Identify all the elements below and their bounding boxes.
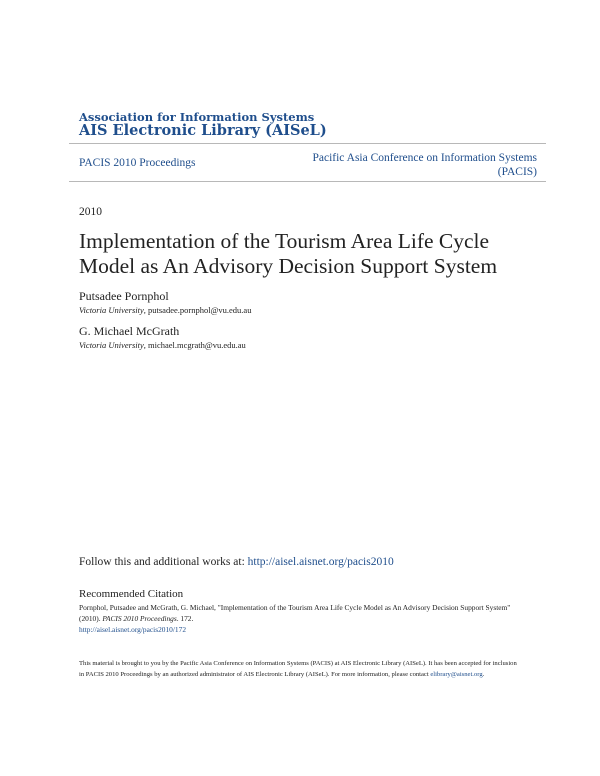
footer-notice <box>79 658 519 680</box>
citation-journal: PACIS 2010 Proceedings <box>102 614 177 623</box>
association-name: Association for Information Systems <box>79 110 315 124</box>
author-institution: Victoria University <box>79 305 144 315</box>
citation-link[interactable]: http://aisel.aisnet.org/pacis2010/172 <box>79 625 187 634</box>
footer-text: This material is brought to you by the Pacific Asia Conference on Information Systems (PACIS) at AIS Electronic Library (AISeL). It has been accepted for inclusion in PACIS 2010 Proceedings by an authorized administrator of AIS Electronic Library (AISeL). For more information, please contact <box>79 660 517 678</box>
author-name: G. Michael McGrath <box>79 324 180 338</box>
publication-year: 2010 <box>79 206 102 218</box>
author-institution: Victoria University <box>79 340 144 350</box>
paper-title: Implementation of the Tourism Area Life Cycle Model as An Advisory Decision Support System <box>79 229 498 278</box>
proceedings-link[interactable]: PACIS 2010 Proceedings <box>79 157 196 169</box>
author-email[interactable]: michael.mcgrath@vu.edu.au <box>148 340 246 350</box>
proceedings-banner <box>69 143 546 182</box>
citation-heading: Recommended Citation <box>79 588 184 600</box>
citation-body <box>79 602 519 635</box>
conference-link[interactable] <box>297 151 537 179</box>
author-email[interactable]: putsadee.pornphol@vu.edu.au <box>148 305 252 315</box>
contact-email-link[interactable]: elibrary@aisnet.org <box>430 671 483 678</box>
citation-text: Pornphol, Putsadee and McGrath, G. Michael, "Implementation of the Tourism Area Life Cycle Model as An Advisory Decision Support System" (2010). <box>79 603 511 623</box>
citation-text-end: . 172. <box>176 614 194 623</box>
author-affiliation: Victoria University, michael.mcgrath@vu.edu.au <box>79 340 246 350</box>
follow-line <box>79 556 394 568</box>
follow-link[interactable]: http://aisel.aisnet.org/pacis2010 <box>247 556 394 568</box>
library-name-link[interactable]: AIS Electronic Library (AISeL) <box>79 122 327 139</box>
footer-end: . <box>482 671 485 678</box>
conference-name: Pacific Asia Conference on Information Systems <box>312 152 537 164</box>
author-name: Putsadee Pornphol <box>79 289 169 303</box>
follow-text: Follow this and additional works at: <box>79 556 248 568</box>
conference-abbrev: (PACIS) <box>497 166 537 178</box>
author-affiliation: Victoria University, putsadee.pornphol@vu.edu.au <box>79 305 252 315</box>
